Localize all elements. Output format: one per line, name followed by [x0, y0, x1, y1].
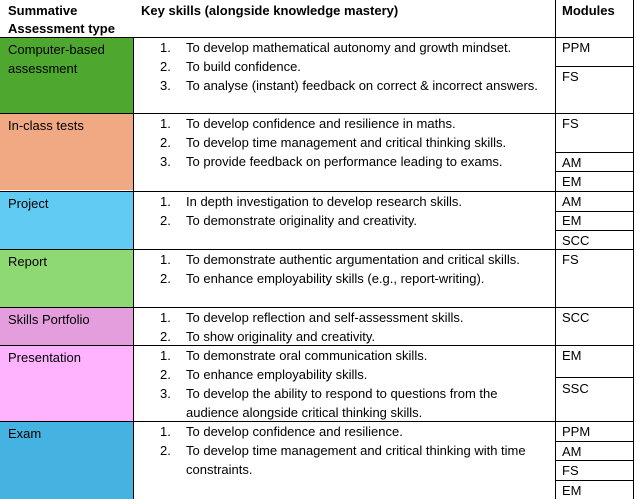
type-exam-text: Exam	[8, 426, 42, 441]
module-label: SCC	[562, 233, 590, 248]
skill-text: To develop reflection and self-assessment skills.	[186, 310, 464, 325]
header-type-text: Summative Assessment type	[8, 3, 115, 36]
grid-line	[0, 191, 634, 192]
module-label: AM	[562, 194, 582, 209]
skills-project	[134, 192, 555, 249]
type-presentation-text: Presentation	[8, 350, 81, 365]
type-report-text: Report	[8, 254, 48, 269]
skill-number: 3.	[160, 78, 171, 93]
grid-line	[0, 345, 634, 346]
grid-line	[0, 113, 634, 114]
skill-number: 2.	[160, 59, 171, 74]
skill-text: To show originality and creativity.	[186, 329, 376, 344]
skill-item	[134, 38, 555, 57]
module-label: AM	[562, 444, 582, 459]
skill-text: To analyse (instant) feedback on correct & incorrect answers.	[186, 78, 538, 93]
module-cell	[556, 38, 634, 58]
type-report	[0, 250, 133, 307]
skill-number: 2.	[160, 443, 171, 458]
module-cell	[556, 192, 634, 211]
skill-text: To demonstrate authentic argumentation and critical skills.	[186, 252, 520, 267]
skill-text: To develop confidence and resilience.	[186, 424, 403, 439]
skills-report	[134, 250, 555, 307]
module-label: AM	[562, 155, 582, 170]
module-label: SSC	[562, 381, 589, 396]
skill-text: To provide feedback on performance leading to exams.	[186, 154, 503, 169]
type-presentation	[0, 346, 133, 421]
module-cell	[556, 346, 634, 375]
type-project	[0, 192, 133, 249]
skills-presentation	[134, 346, 555, 421]
type-in-class-tests-text: In-class tests	[8, 118, 84, 133]
grid-line	[0, 421, 634, 422]
skill-item	[134, 250, 555, 269]
module-label: EM	[562, 174, 582, 189]
skill-item	[134, 211, 555, 230]
skill-text: To develop the ability to respond to questions from the audience alongside critical thinking skills.	[186, 386, 498, 420]
skill-item	[134, 133, 555, 152]
skill-item	[134, 384, 555, 422]
module-cell	[556, 231, 634, 250]
header-type	[0, 0, 134, 37]
module-cell	[556, 379, 634, 421]
module-label: FS	[562, 69, 579, 84]
skill-number: 1.	[160, 424, 171, 439]
skill-number: 1.	[160, 310, 171, 325]
grid-line	[555, 171, 634, 172]
type-project-text: Project	[8, 196, 49, 211]
skill-item	[134, 365, 555, 384]
module-label: PPM	[562, 424, 591, 439]
skill-item	[134, 76, 555, 95]
module-cell	[556, 481, 634, 499]
skill-text: To develop time management and critical thinking skills.	[186, 135, 507, 150]
type-computer-based	[0, 38, 133, 113]
skills-computer-based	[134, 38, 555, 113]
skill-text: To demonstrate originality and creativity.	[186, 213, 417, 228]
module-label: FS	[562, 116, 579, 131]
header-modules-text: Modules	[562, 3, 615, 18]
module-label: EM	[562, 348, 582, 363]
skill-text: To develop time management and critical thinking with time constraints.	[186, 443, 526, 477]
type-skills-portfolio-text: Skills Portfolio	[8, 312, 90, 327]
grid-line	[555, 441, 634, 442]
skills-skills-portfolio	[134, 308, 555, 345]
grid-line	[0, 249, 634, 250]
skill-text: To build confidence.	[186, 59, 301, 74]
skill-number: 2.	[160, 329, 171, 344]
module-cell	[556, 153, 634, 172]
module-cell	[556, 172, 634, 191]
module-cell	[556, 250, 634, 307]
skill-number: 1.	[160, 194, 171, 209]
skill-number: 2.	[160, 135, 171, 150]
grid-line	[0, 307, 634, 308]
skill-number: 2.	[160, 213, 171, 228]
skill-number: 2.	[160, 367, 171, 382]
skill-item	[134, 269, 555, 288]
skill-item	[134, 308, 555, 327]
skill-item	[134, 57, 555, 76]
skills-in-class-tests	[134, 114, 555, 190]
skill-item	[134, 192, 555, 211]
type-skills-portfolio	[0, 308, 133, 345]
skill-text: To develop confidence and resilience in maths.	[186, 116, 456, 131]
grid-line	[555, 230, 634, 231]
module-label: FS	[562, 463, 579, 478]
skill-number: 2.	[160, 271, 171, 286]
skill-number: 1.	[160, 348, 171, 363]
module-cell	[556, 461, 634, 480]
skill-text: To enhance employability skills.	[186, 367, 368, 382]
grid-line	[555, 66, 634, 67]
skills-exam	[134, 422, 555, 499]
skill-text: To enhance employability skills (e.g., report-writing).	[186, 271, 485, 286]
module-cell	[556, 308, 634, 345]
skill-item	[134, 327, 555, 346]
type-in-class-tests	[0, 114, 133, 190]
module-cell	[556, 422, 634, 441]
skill-number: 1.	[160, 252, 171, 267]
module-label: PPM	[562, 40, 591, 55]
type-exam	[0, 422, 133, 499]
skill-number: 3.	[160, 154, 171, 169]
module-label: SCC	[562, 310, 590, 325]
module-cell	[556, 442, 634, 461]
skill-number: 3.	[160, 386, 171, 401]
grid-line	[555, 460, 634, 461]
skill-item	[134, 422, 555, 441]
skill-item	[134, 152, 555, 171]
header-skills-text: Key skills (alongside knowledge mastery)	[141, 3, 399, 18]
module-cell	[556, 114, 634, 152]
grid-line	[555, 152, 634, 153]
skill-item	[134, 441, 555, 479]
header-modules	[555, 0, 634, 37]
module-cell	[556, 67, 634, 113]
grid-line	[555, 211, 634, 212]
skill-text: In depth investigation to develop research skills.	[186, 194, 463, 209]
type-computer-based-text: Computer-based assessment	[8, 42, 105, 76]
module-label: FS	[562, 252, 579, 267]
skill-number: 1.	[160, 116, 171, 131]
module-label: EM	[562, 483, 582, 498]
skill-number: 1.	[160, 40, 171, 55]
skill-item	[134, 114, 555, 133]
skill-text: To demonstrate oral communication skills.	[186, 348, 428, 363]
grid-line	[0, 37, 634, 38]
header-skills	[134, 0, 555, 37]
module-cell	[556, 211, 634, 230]
grid-line	[555, 480, 634, 481]
module-label: EM	[562, 213, 582, 228]
skill-item	[134, 346, 555, 365]
grid-line	[133, 37, 134, 499]
grid-line	[555, 377, 634, 378]
skill-text: To develop mathematical autonomy and growth mindset.	[186, 40, 512, 55]
